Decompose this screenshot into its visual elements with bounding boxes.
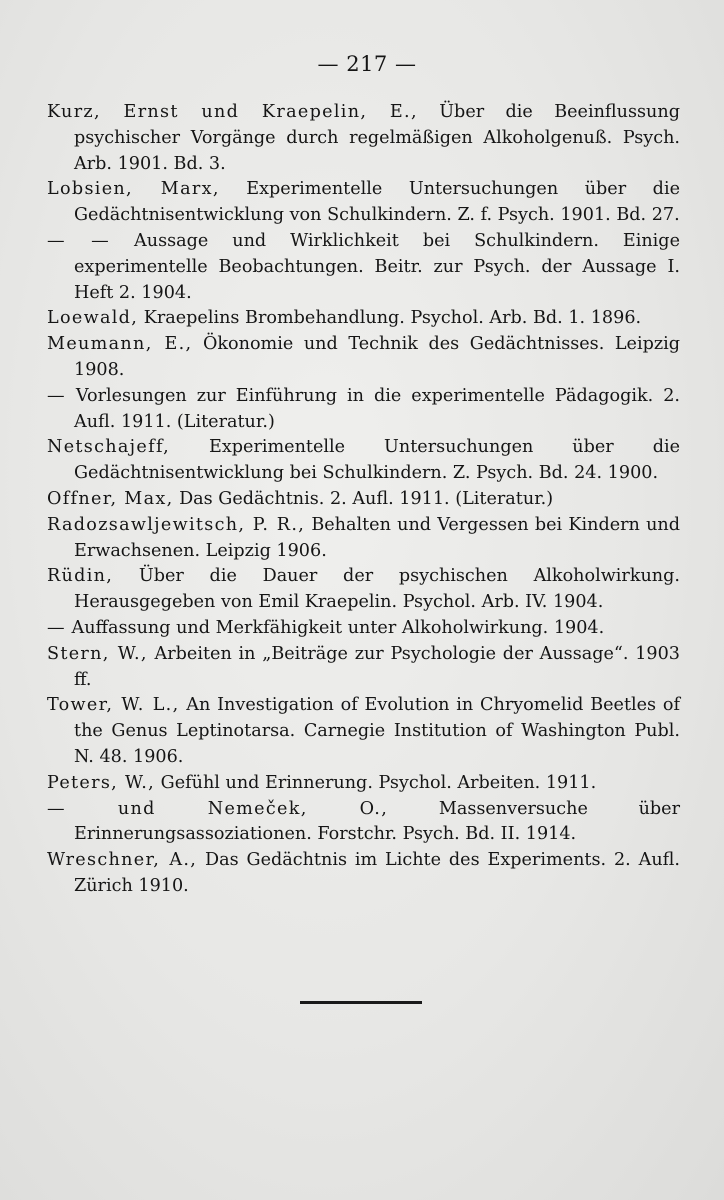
entry-author: Rüdin,: [47, 566, 114, 587]
entry-text: An Investigation of Evolution in Chryomelid Beetles of the Genus Leptinotarsa. Carnegie Institution of Washington Publ. N. 48. 1906.: [74, 695, 680, 767]
entry-text: Arbeiten in „Beiträge zur Psychologie der Aussage“. 1903 ff.: [74, 643, 680, 690]
entry-text: Das Gedächtnis im Lichte des Experiments. 2. Aufl. Zürich 1910.: [74, 850, 681, 896]
entry-author: — —: [47, 230, 111, 251]
entry-author: Offner, Max,: [47, 488, 174, 509]
entry-text: Kraepelins Brombehandlung. Psychol. Arb. Bd. 1. 1896.: [138, 308, 642, 329]
entry-author: Tower, W. L.,: [47, 695, 180, 716]
entry-author: Kurz, Ernst und Kraepelin, E.,: [47, 102, 418, 122]
bibliography-entry: [47, 642, 680, 694]
entry-author: Netschajeff,: [47, 437, 171, 458]
bibliography-entry: [47, 693, 680, 770]
bibliography-entry: [47, 771, 680, 797]
entry-author: Wreschner, A.,: [47, 850, 198, 871]
entry-author: Peters, W.,: [47, 772, 156, 793]
entry-author: Loewald,: [47, 308, 139, 329]
bibliography-list: [47, 100, 680, 900]
entry-text: Über die Beeinflussung psychischer Vorgänge durch regelmäßigen Alkoholgenuß. Psych. Arb. 1901. Bd. 3.: [74, 102, 680, 174]
entry-text: Aussage und Wirklichkeit bei Schulkindern. Einige experimentelle Beobachtungen. Beitr. zur Psych. der Aussage I. Heft 2. 1904.: [74, 230, 680, 303]
bibliography-entry: [47, 616, 680, 642]
bibliography-entry: [47, 384, 680, 436]
entry-author: Radozsawljewitsch, P. R.,: [47, 514, 306, 535]
entry-text: Vorlesungen zur Einführung in die experimentelle Pädagogik. 2. Aufl. 1911. (Literatur.): [65, 385, 680, 432]
entry-text: Auffassung und Merkfähigkeit unter Alkoholwirkung. 1904.: [65, 617, 605, 638]
bibliography-entry: [47, 487, 680, 513]
entry-text: Über die Dauer der psychischen Alkoholwirkung. Herausgegeben von Emil Kraepelin. Psychol. Arb. IV. 1904.: [74, 566, 680, 613]
entry-author: Lobsien, Marx,: [47, 179, 220, 200]
bibliography-entry: [47, 229, 680, 306]
bibliography-entry: [47, 797, 680, 849]
entry-text: Experimentelle Untersuchungen über die Gedächtnisentwicklung von Schulkindern. Z. f. Psych. 1901. Bd. 27.: [74, 179, 680, 226]
closing-rule: [300, 1001, 422, 1004]
bibliography-entry: [47, 177, 680, 229]
bibliography-entry: [47, 513, 680, 565]
entry-text: Massenversuche über Erinnerungsassoziationen. Forstchr. Psych. Bd. II. 1914.: [74, 798, 681, 845]
bibliography-entry: [47, 306, 680, 332]
bibliography-entry: [47, 100, 680, 177]
bibliography-entry: [47, 848, 680, 900]
entry-author: —: [47, 385, 66, 406]
entry-author: — und Nemeček, O.,: [47, 798, 389, 819]
entry-author: Meumann, E.,: [47, 334, 193, 355]
bibliography-entry: [47, 564, 680, 616]
bibliography-entry: [47, 332, 680, 384]
entry-text: Das Gedächtnis. 2. Aufl. 1911. (Literatur.): [173, 488, 554, 509]
page-number: — 217 —: [317, 52, 417, 76]
entry-author: Stern, W.,: [47, 643, 148, 664]
entry-text: Behalten und Vergessen bei Kindern und Erwachsenen. Leipzig 1906.: [74, 514, 680, 561]
bibliography-entry: [47, 435, 680, 487]
entry-text: Experimentelle Untersuchungen über die Gedächtnisentwicklung bei Schulkindern. Z. Psych. Bd. 24. 1900.: [74, 437, 680, 484]
entry-text: Gefühl und Erinnerung. Psychol. Arbeiten. 1911.: [155, 772, 597, 793]
entry-text: Ökonomie und Technik des Gedächtnisses. Leipzig 1908.: [74, 334, 680, 380]
entry-author: —: [47, 617, 66, 638]
